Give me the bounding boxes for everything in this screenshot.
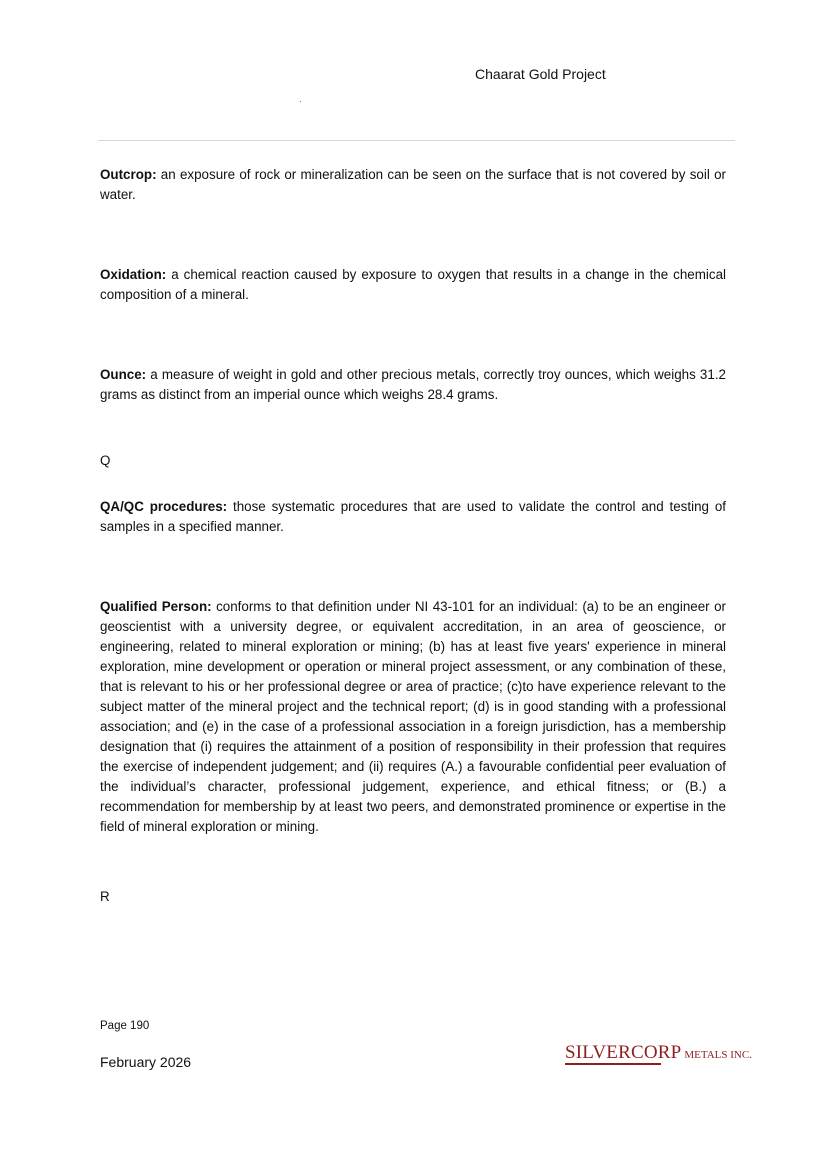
entry-term: Ounce:	[100, 367, 147, 382]
header-divider	[98, 140, 735, 141]
glossary-entry-oxidation	[100, 265, 726, 305]
entry-term: Qualified Person:	[100, 599, 212, 614]
entry-definition: conforms to that definition under NI 43-101 for an individual: (a) to be an engineer or geoscientist with a university degree, or equivalent accreditation, in an area of geoscience, or engineering, related to mineral exploration or mining; (b) has at least five years' experience in mineral exploration, mine development or operation or mineral project assessment, or any combination of these, that is relevant to his or her professional degree or area of practice; (c)to have experience relevant to the subject matter of the mineral project and the technical report; (d) is in good standing with a professional association; and (e) in the case of a professional association in a foreign jurisdiction, has a membership designation that (i) requires the attainment of a position of responsibility in their profession that requires the exercise of independent judgement; and (ii) requires (A.) a favourable confidential peer evaluation of the individual’s character, professional judgement, experience, and ethical fitness; or (B.) a recommendation for membership by at least two peers, and demonstrated prominence or expertise in the field of mineral exploration or mining.	[100, 599, 727, 834]
entry-definition: those systematic procedures that are used to validate the control and testing of samples in a specified manner.	[100, 499, 726, 534]
entry-term: QA/QC procedures:	[100, 499, 228, 514]
glossary-entry-qaqc	[100, 497, 726, 537]
logo-underline	[565, 1063, 661, 1065]
logo-main-text: SILVERCORP	[565, 1042, 682, 1063]
entry-definition: an exposure of rock or mineralization can be seen on the surface that is not covered by soil or water.	[100, 167, 726, 202]
glossary-entry-ounce	[100, 365, 726, 405]
section-letter-q: Q	[100, 453, 111, 468]
header-title: Chaarat Gold Project	[475, 66, 606, 82]
glossary-entry-outcrop	[100, 165, 726, 205]
entry-term: Outcrop:	[100, 167, 157, 182]
glossary-content	[100, 165, 726, 907]
silvercorp-logo	[565, 1042, 752, 1064]
logo-sub-text: METALS INC.	[684, 1049, 752, 1061]
entry-term: Oxidation:	[100, 267, 167, 282]
footer-date: February 2026	[100, 1054, 192, 1070]
stray-dot	[300, 101, 301, 102]
section-letter-r: R	[100, 889, 110, 904]
glossary-entry-qualified-person	[100, 597, 726, 837]
entry-definition: a measure of weight in gold and other precious metals, correctly troy ounces, which weighs 31.2 grams as distinct from an imperial ounce which weighs 28.4 grams.	[100, 367, 726, 402]
page-number: Page 190	[100, 1020, 150, 1032]
entry-definition: a chemical reaction caused by exposure to oxygen that results in a change in the chemical composition of a mineral.	[100, 267, 726, 302]
